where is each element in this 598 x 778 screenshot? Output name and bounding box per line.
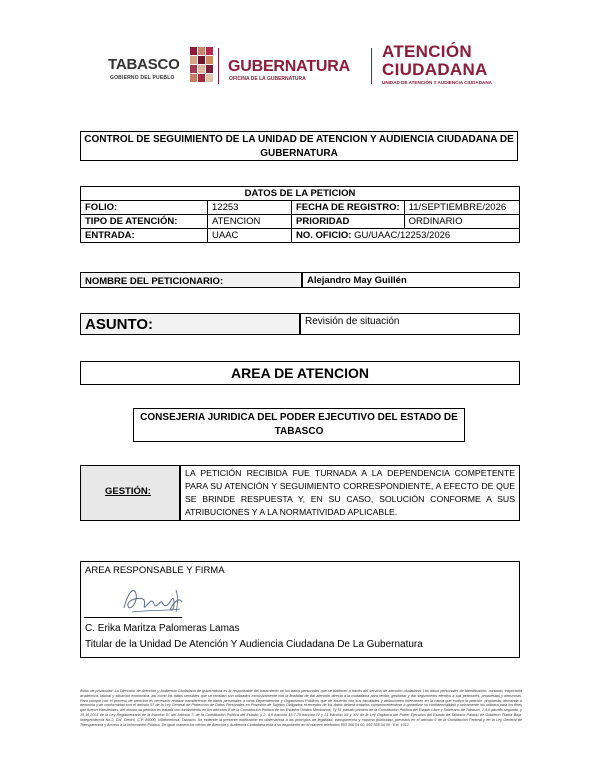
entrada-label: ENTRADA: bbox=[81, 229, 208, 243]
header-divider bbox=[218, 48, 219, 84]
privacy-notice: Aviso de privacidad: La Dirección de Atención y Audiencia Ciudadana de gubernatura es la responsable del tratamiento de los datos personales que se obtienen a través del servicio de atención ciudadana. Los datos personales de identificación, contacto, trayectoria académica, laboral y situación económica, así como los datos sensibles que se recaban son utilizados exclusivamente con la finalidad de dar atención directa a la ciudadanía para recibir, gestionar y dar seguimiento efectivo a sus peticiones, propuestas y denuncias. Para cumplir con el proceso de atención es necesario realizar transferencia de datos personales a otras Dependencias y Organismos Públicos que de acuerdo con sus facultades y atribuciones intervienen en la causa que motiva la petición, propuesta, demanda o denuncia y de conformidad con el artículo 97 de la Ley General de Protección de Datos Personales en Posesión de Sujetos Obligados el receptor de los datos deberá tratarlos comprometiéndose a garantizar su confidencialidad y únicamente los utilizará para los fines que fueron transferidos, del mismo su petición es tratada con fundamento en los artículos 8 de la Constitución Política de los Estados Unidos Mexicanos, 7y 51 párrafo primero de la Constitución Política del Estado Libre y Soberano de Tabasco, 1,4,9 párrafo segundo, y 15,16,2021 de la Ley Reglamentaria de la fracción IV, del Artículo 7; de la Constitución Política del Estado; y 2, 4,5 fracción 16,7,20 fracción IV y 21 fracción XII y XIV de la Ley Orgánica del Poder Ejecutivo del Estado de Tabasco Palacio de Gobierno Planta Baja, Independencia No.2, Col. Centro, C.P. 86000, Villahermosa, Tabasco. Se extiende la presente notificación en observancia a los principios de legalidad, transparencia y máxima publicidad, previstos en el artículo 6 de la Constitución Federal y en la Ley General de Transparencia y Acceso a la Información Pública. De igual manera los oficios de Atención y Audiencia Ciudadana está a su disposición en el número telefónico 993 358 04 00, 993 358 04 00 · Ext. 1012. bbox=[80, 689, 522, 727]
signature-line bbox=[84, 617, 182, 618]
prioridad-value: ORDINARIO bbox=[404, 215, 519, 229]
document-title: CONTROL DE SEGUIMIENTO DE LA UNIDAD DE ATENCION Y AUDIENCIA CIUDADANA DE GUBERNATURA bbox=[80, 131, 518, 161]
entrada-value: UAAC bbox=[208, 229, 292, 243]
fecha-value: 11/SEPTIEMBRE/2026 bbox=[404, 201, 519, 215]
asunto-label: ASUNTO: bbox=[80, 313, 300, 335]
fecha-label: FECHA DE REGISTRO: bbox=[292, 201, 405, 215]
tipo-label: TIPO DE ATENCIÓN: bbox=[81, 215, 208, 229]
gestion-label-cell bbox=[80, 465, 180, 521]
gestion-label: GESTIÓN: bbox=[105, 486, 151, 497]
signature-image bbox=[118, 582, 188, 618]
gubernatura-logo-text: GUBERNATURA bbox=[228, 58, 350, 75]
atencion-line1: ATENCIÓN bbox=[382, 42, 472, 61]
atencion-logo-subtitle: UNIDAD DE ATENCIÓN Y AUDIENCIA CIUDADANA bbox=[382, 80, 492, 85]
petition-caption: DATOS DE LA PETICION bbox=[81, 187, 520, 201]
tabasco-logo-subtitle: GOBIERNO DEL PUEBLO bbox=[110, 75, 175, 81]
folio-label: FOLIO: bbox=[81, 201, 208, 215]
folio-value: 12253 bbox=[208, 201, 292, 215]
header-divider bbox=[371, 48, 372, 84]
oficio-label: NO. OFICIO: bbox=[296, 230, 352, 241]
firma-heading: AREA RESPONSABLE Y FIRMA bbox=[85, 565, 225, 576]
oficio-cell bbox=[292, 229, 520, 243]
peticionario-label: NOMBRE DEL PETICIONARIO: bbox=[80, 272, 302, 288]
peticionario-value: Alejandro May Guillén bbox=[302, 272, 520, 288]
tipo-value: ATENCION bbox=[208, 215, 292, 229]
signer-position: Titular de la Unidad De Atención Y Audiencia Ciudadana De La Gubernatura bbox=[85, 639, 423, 650]
tabasco-logo-text: TABASCO bbox=[108, 56, 180, 73]
prioridad-label: PRIORIDAD bbox=[292, 215, 405, 229]
gubernatura-logo-subtitle: OFICINA DE LA GUBERNATURA bbox=[229, 76, 306, 82]
asunto-value: Revisión de situación bbox=[300, 313, 520, 335]
atencion-line2: CIUDADANA bbox=[382, 60, 488, 79]
signer-name: C. Erika Maritza Palomeras Lamas bbox=[85, 623, 240, 634]
atencion-ciudadana-logo bbox=[382, 43, 488, 79]
dependencia-box: CONSEJERIA JURIDICA DEL PODER EJECUTIVO DEL ESTADO DE TABASCO bbox=[133, 408, 465, 442]
gestion-text: LA PETICIÓN RECIBIDA FUE TURNADA A LA DEPENDENCIA COMPETENTE PARA SU ATENCIÓN Y SEGUIMIENTO CORRESPONDIENTE, A EFECTO DE QUE SE BRINDE RESPUESTA Y, EN SU CASO, SOLUCIÓN CONFORME A SUS ATRIBUCIONES Y A LA NORMATIVIDAD APLICABLE. bbox=[180, 465, 520, 521]
petition-data-table bbox=[80, 186, 520, 243]
tabasco-mosaic-icon bbox=[190, 47, 213, 83]
oficio-value: GU/UAAC/12253/2026 bbox=[354, 230, 451, 241]
area-atencion-title: AREA DE ATENCION bbox=[80, 361, 520, 385]
